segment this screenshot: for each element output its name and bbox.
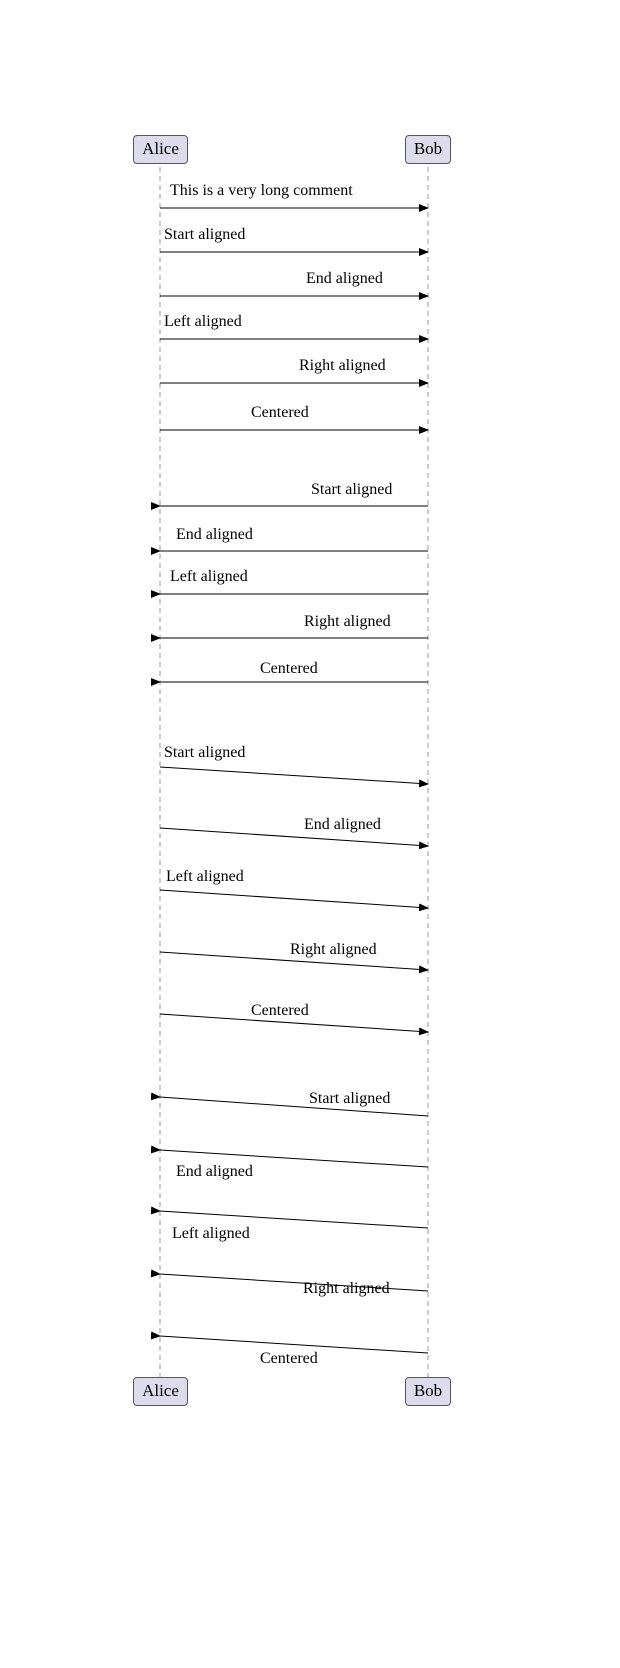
- message-arrow: [160, 828, 428, 846]
- message-label: Right aligned: [304, 613, 391, 630]
- message-label: Centered: [260, 660, 318, 677]
- message-label: Start aligned: [309, 1090, 391, 1107]
- message-arrow: [160, 890, 428, 908]
- message-label: This is a very long comment: [170, 182, 353, 199]
- message-label: Right aligned: [290, 941, 377, 958]
- actor-bob-actors_top[interactable]: Bob: [405, 135, 451, 164]
- message-arrow: [160, 767, 428, 784]
- message-label: Right aligned: [303, 1280, 390, 1297]
- message-label: Left aligned: [170, 568, 248, 585]
- message-label: Start aligned: [164, 744, 246, 761]
- message-label: Start aligned: [311, 481, 393, 498]
- actor-bob-actors_bottom[interactable]: Bob: [405, 1377, 451, 1406]
- message-label: Right aligned: [299, 357, 386, 374]
- message-label: End aligned: [304, 816, 381, 833]
- actor-alice-actors_top[interactable]: Alice: [133, 135, 188, 164]
- message-label: Left aligned: [166, 868, 244, 885]
- message-label: Centered: [260, 1350, 318, 1367]
- message-label: Centered: [251, 1002, 309, 1019]
- message-label: End aligned: [176, 1163, 253, 1180]
- message-label: Left aligned: [164, 313, 242, 330]
- message-label: Left aligned: [172, 1225, 250, 1242]
- message-label: End aligned: [176, 526, 253, 543]
- message-label: End aligned: [306, 270, 383, 287]
- message-label: Centered: [251, 404, 309, 421]
- message-label: Start aligned: [164, 226, 246, 243]
- actor-alice-actors_bottom[interactable]: Alice: [133, 1377, 188, 1406]
